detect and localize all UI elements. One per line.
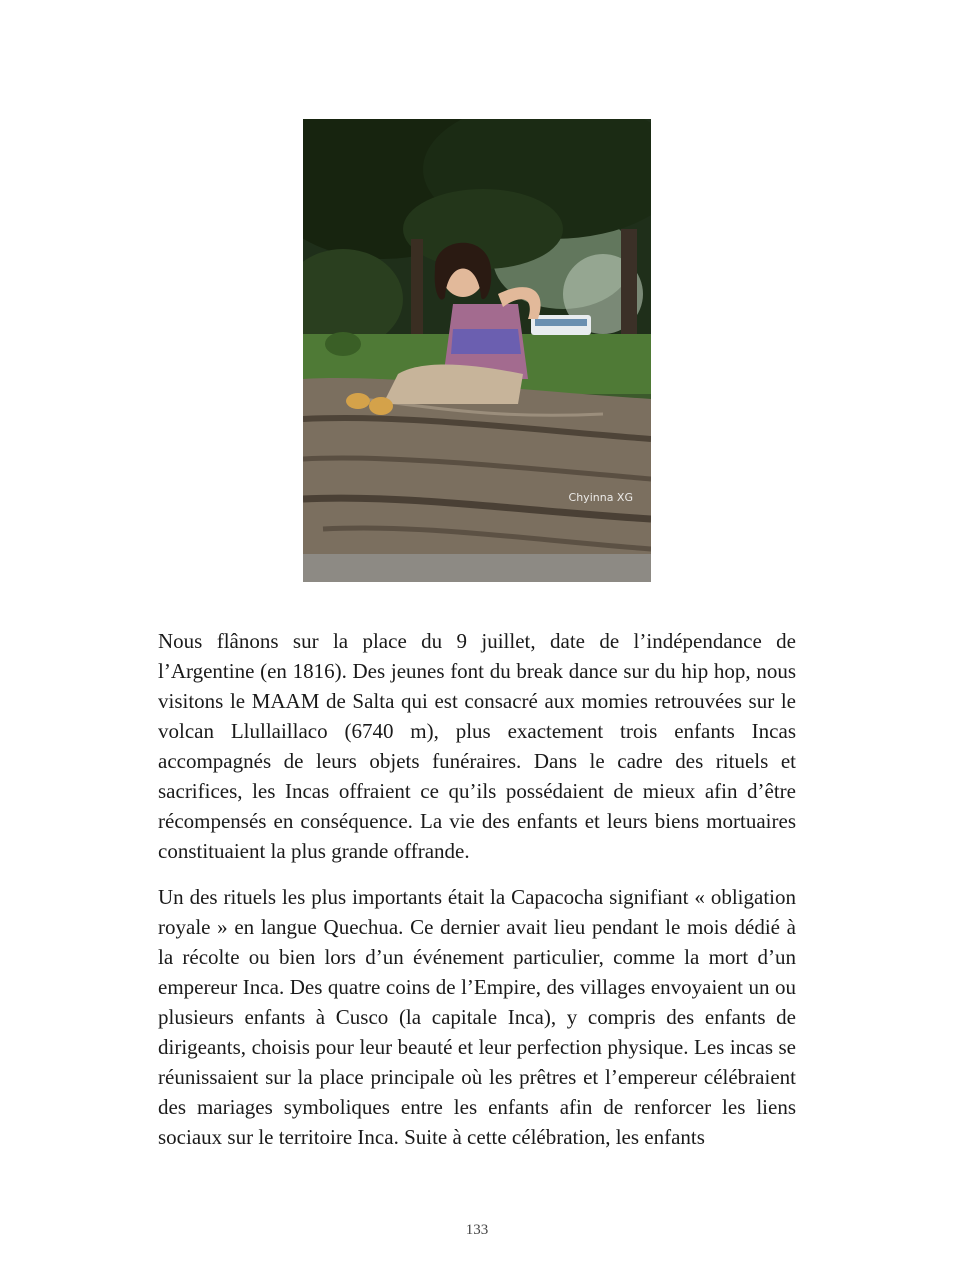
photo-illustration — [303, 119, 651, 582]
body-paragraph-2: Un des rituels les plus importants était la Capacocha signifiant « obligation royale » en langue Quechua. Ce dernier avait lieu pendant le mois dédié à la récolte ou bien lors d’un événement particulier, comme la mort d’un empereur Inca. Des quatre coins de l’Empire, des villages envoyaient un ou plusieurs enfants à Cusco (la capitale Inca), y compris des enfants de dirigeants, choisis pour leur beauté et leur perfection physique. Les incas se réunissaient sur la place principale où les prêtres et l’empereur célébraient des mariages symboliques entre les enfants afin de renforcer les liens sociaux sur le territoire Inca. Suite à cette célébration, les enfants — [158, 885, 796, 1149]
page-number: 133 — [465, 1222, 489, 1238]
body-paragraph-1: Nous flânons sur la place du 9 juillet, date de l’indépendance de l’Argentine (en 1816). Des jeunes font du break dance sur du hip hop, nous visitons le MAAM de Salta qui est consacré aux momies retrouvées sur le volcan Llullaillaco (6740 m), plus exactement trois enfants Incas accompagnés de leurs objets funéraires. Dans le cadre des rituels et sacrifices, les Incas offraient ce qu’ils possédaient de mieux afin d’être récompensés en conséquence. La vie des enfants et leurs biens mortuaires constituaient la plus grande offrande. — [158, 629, 796, 863]
photo-girl-on-tree-trunk — [303, 119, 651, 582]
photo-watermark: Chyinna XG — [568, 491, 633, 504]
